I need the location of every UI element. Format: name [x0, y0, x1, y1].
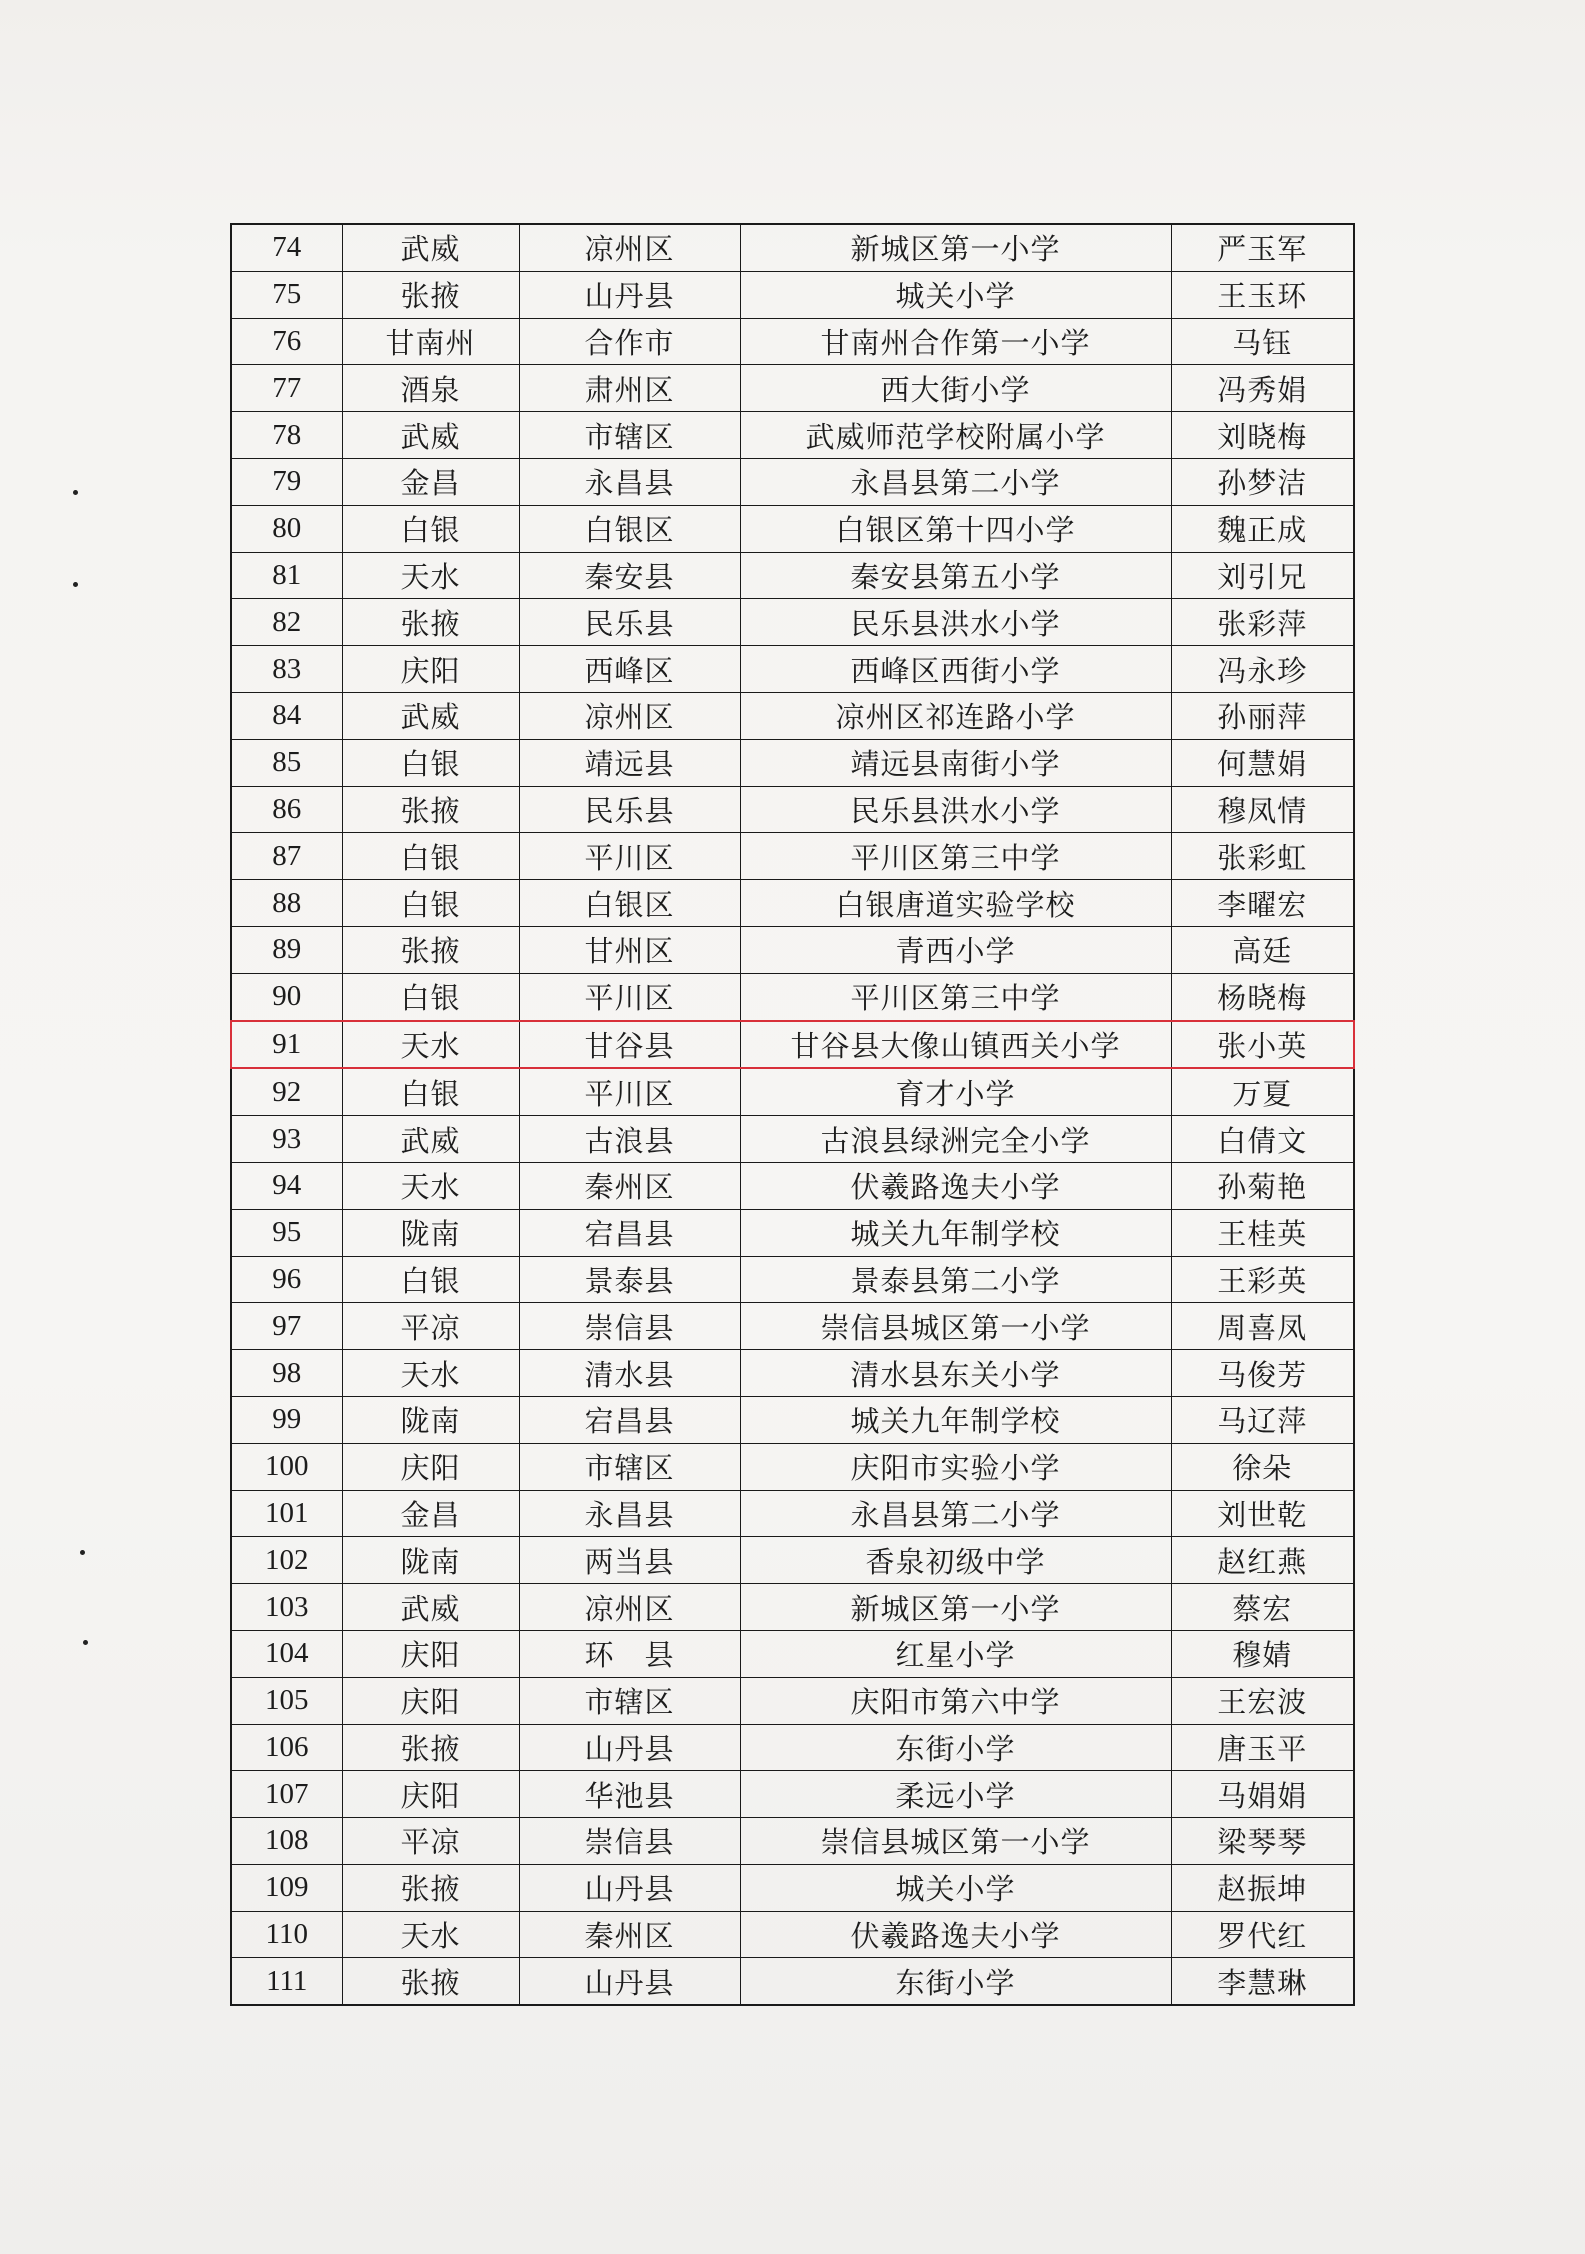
row-number: 99 [231, 1396, 342, 1443]
row-county: 永昌县 [519, 458, 740, 505]
row-school: 凉州区祁连路小学 [740, 692, 1171, 739]
table-row [231, 1116, 1354, 1163]
row-school: 西大街小学 [740, 365, 1171, 412]
row-county: 宕昌县 [519, 1209, 740, 1256]
row-city: 酒泉 [342, 365, 519, 412]
row-number: 81 [231, 552, 342, 599]
row-city: 白银 [342, 505, 519, 552]
row-number: 87 [231, 833, 342, 880]
row-number: 103 [231, 1584, 342, 1631]
row-number: 111 [231, 1958, 342, 2005]
row-school: 西峰区西街小学 [740, 646, 1171, 693]
table-row [231, 1350, 1354, 1397]
table-row [231, 599, 1354, 646]
row-county: 山丹县 [519, 1724, 740, 1771]
row-county: 古浪县 [519, 1116, 740, 1163]
table-row [231, 1209, 1354, 1256]
row-county: 白银区 [519, 880, 740, 927]
row-name: 孙梦洁 [1171, 458, 1354, 505]
row-number: 101 [231, 1490, 342, 1537]
row-school: 靖远县南街小学 [740, 739, 1171, 786]
row-county: 市辖区 [519, 1443, 740, 1490]
table-row [231, 880, 1354, 927]
row-county: 靖远县 [519, 739, 740, 786]
row-county: 崇信县 [519, 1818, 740, 1865]
row-city: 张掖 [342, 271, 519, 318]
row-number: 98 [231, 1350, 342, 1397]
table-row [231, 1537, 1354, 1584]
row-name: 张彩虹 [1171, 833, 1354, 880]
row-number: 95 [231, 1209, 342, 1256]
row-county: 山丹县 [519, 271, 740, 318]
table-row [231, 926, 1354, 973]
row-name: 唐玉平 [1171, 1724, 1354, 1771]
row-school: 崇信县城区第一小学 [740, 1818, 1171, 1865]
row-name: 万夏 [1171, 1068, 1354, 1115]
row-county: 市辖区 [519, 412, 740, 459]
row-city: 张掖 [342, 1724, 519, 1771]
row-name: 马钰 [1171, 318, 1354, 365]
row-city: 天水 [342, 1162, 519, 1209]
row-number: 108 [231, 1818, 342, 1865]
table-row [231, 692, 1354, 739]
row-school: 古浪县绿洲完全小学 [740, 1116, 1171, 1163]
row-school: 香泉初级中学 [740, 1537, 1171, 1584]
table-row [231, 646, 1354, 693]
row-county: 永昌县 [519, 1490, 740, 1537]
row-name: 高廷 [1171, 926, 1354, 973]
row-county: 肃州区 [519, 365, 740, 412]
row-city: 张掖 [342, 926, 519, 973]
row-school: 红星小学 [740, 1630, 1171, 1677]
row-number: 89 [231, 926, 342, 973]
row-number: 107 [231, 1771, 342, 1818]
row-school: 秦安县第五小学 [740, 552, 1171, 599]
table-row [231, 1443, 1354, 1490]
row-city: 陇南 [342, 1537, 519, 1584]
row-number: 110 [231, 1911, 342, 1958]
row-number: 104 [231, 1630, 342, 1677]
row-name: 王宏波 [1171, 1677, 1354, 1724]
row-county: 平川区 [519, 1068, 740, 1115]
row-city: 天水 [342, 552, 519, 599]
row-city: 甘南州 [342, 318, 519, 365]
row-county: 平川区 [519, 833, 740, 880]
row-school: 永昌县第二小学 [740, 1490, 1171, 1537]
row-city: 平凉 [342, 1303, 519, 1350]
row-name: 严玉军 [1171, 224, 1354, 271]
row-school: 东街小学 [740, 1958, 1171, 2005]
row-county: 清水县 [519, 1350, 740, 1397]
table-row [231, 1068, 1354, 1115]
roster-body [231, 224, 1354, 2005]
table-row [231, 1771, 1354, 1818]
row-name: 何慧娟 [1171, 739, 1354, 786]
row-city: 白银 [342, 1256, 519, 1303]
row-school: 城关九年制学校 [740, 1396, 1171, 1443]
row-school: 民乐县洪水小学 [740, 786, 1171, 833]
row-name: 刘引兄 [1171, 552, 1354, 599]
row-county: 凉州区 [519, 224, 740, 271]
row-number: 80 [231, 505, 342, 552]
row-county: 环 县 [519, 1630, 740, 1677]
table-row [231, 1584, 1354, 1631]
row-name: 梁琴琴 [1171, 1818, 1354, 1865]
scan-speck [80, 1550, 85, 1555]
table-row [231, 1864, 1354, 1911]
table-row-highlighted [231, 1021, 1354, 1069]
row-city: 庆阳 [342, 1443, 519, 1490]
row-school: 清水县东关小学 [740, 1350, 1171, 1397]
table-row [231, 1958, 1354, 2005]
row-city: 武威 [342, 1584, 519, 1631]
row-name: 白倩文 [1171, 1116, 1354, 1163]
row-number: 105 [231, 1677, 342, 1724]
row-name: 马俊芳 [1171, 1350, 1354, 1397]
row-name: 王桂英 [1171, 1209, 1354, 1256]
table-row [231, 458, 1354, 505]
row-school: 伏羲路逸夫小学 [740, 1162, 1171, 1209]
row-school: 白银区第十四小学 [740, 505, 1171, 552]
row-county: 秦安县 [519, 552, 740, 599]
row-school: 甘南州合作第一小学 [740, 318, 1171, 365]
row-name: 王玉环 [1171, 271, 1354, 318]
row-number: 75 [231, 271, 342, 318]
row-school: 庆阳市第六中学 [740, 1677, 1171, 1724]
row-city: 白银 [342, 973, 519, 1020]
row-name: 孙丽萍 [1171, 692, 1354, 739]
row-school: 崇信县城区第一小学 [740, 1303, 1171, 1350]
row-county: 白银区 [519, 505, 740, 552]
table-row [231, 505, 1354, 552]
row-school: 民乐县洪水小学 [740, 599, 1171, 646]
table-row [231, 1630, 1354, 1677]
row-name: 魏正成 [1171, 505, 1354, 552]
row-school: 平川区第三中学 [740, 973, 1171, 1020]
row-name: 刘世乾 [1171, 1490, 1354, 1537]
row-name: 孙菊艳 [1171, 1162, 1354, 1209]
table-row [231, 1677, 1354, 1724]
table-row [231, 271, 1354, 318]
row-school: 柔远小学 [740, 1771, 1171, 1818]
row-school: 育才小学 [740, 1068, 1171, 1115]
row-school: 青西小学 [740, 926, 1171, 973]
row-name: 冯永珍 [1171, 646, 1354, 693]
row-name: 王彩英 [1171, 1256, 1354, 1303]
table-row [231, 224, 1354, 271]
row-county: 甘州区 [519, 926, 740, 973]
row-city: 武威 [342, 224, 519, 271]
row-city: 庆阳 [342, 1630, 519, 1677]
row-number: 88 [231, 880, 342, 927]
row-school: 平川区第三中学 [740, 833, 1171, 880]
table-row [231, 1303, 1354, 1350]
row-county: 崇信县 [519, 1303, 740, 1350]
row-school: 甘谷县大像山镇西关小学 [740, 1021, 1171, 1069]
row-school: 新城区第一小学 [740, 224, 1171, 271]
table-row [231, 786, 1354, 833]
row-city: 张掖 [342, 599, 519, 646]
row-city: 金昌 [342, 1490, 519, 1537]
row-school: 城关小学 [740, 1864, 1171, 1911]
row-number: 85 [231, 739, 342, 786]
table-row [231, 318, 1354, 365]
row-county: 秦州区 [519, 1911, 740, 1958]
row-county: 甘谷县 [519, 1021, 740, 1069]
row-county: 西峰区 [519, 646, 740, 693]
table-row [231, 1490, 1354, 1537]
table-row [231, 973, 1354, 1020]
row-number: 102 [231, 1537, 342, 1584]
row-city: 金昌 [342, 458, 519, 505]
table-row [231, 552, 1354, 599]
row-number: 100 [231, 1443, 342, 1490]
row-name: 杨晓梅 [1171, 973, 1354, 1020]
row-number: 83 [231, 646, 342, 693]
row-name: 张小英 [1171, 1021, 1354, 1069]
row-number: 96 [231, 1256, 342, 1303]
table-row [231, 1818, 1354, 1865]
row-city: 白银 [342, 833, 519, 880]
row-city: 白银 [342, 1068, 519, 1115]
row-county: 民乐县 [519, 599, 740, 646]
table-row [231, 739, 1354, 786]
row-name: 穆婧 [1171, 1630, 1354, 1677]
row-city: 庆阳 [342, 1677, 519, 1724]
row-name: 马辽萍 [1171, 1396, 1354, 1443]
row-name: 赵红燕 [1171, 1537, 1354, 1584]
row-number: 86 [231, 786, 342, 833]
row-county: 秦州区 [519, 1162, 740, 1209]
row-number: 76 [231, 318, 342, 365]
row-number: 74 [231, 224, 342, 271]
row-number: 77 [231, 365, 342, 412]
row-number: 94 [231, 1162, 342, 1209]
row-county: 凉州区 [519, 1584, 740, 1631]
row-county: 山丹县 [519, 1958, 740, 2005]
row-school: 东街小学 [740, 1724, 1171, 1771]
row-number: 109 [231, 1864, 342, 1911]
row-number: 90 [231, 973, 342, 1020]
row-number: 106 [231, 1724, 342, 1771]
row-school: 城关小学 [740, 271, 1171, 318]
table-row [231, 1911, 1354, 1958]
row-school: 新城区第一小学 [740, 1584, 1171, 1631]
row-name: 刘晓梅 [1171, 412, 1354, 459]
row-city: 陇南 [342, 1396, 519, 1443]
row-county: 平川区 [519, 973, 740, 1020]
row-name: 马娟娟 [1171, 1771, 1354, 1818]
row-school: 伏羲路逸夫小学 [740, 1911, 1171, 1958]
row-school: 永昌县第二小学 [740, 458, 1171, 505]
table-row [231, 412, 1354, 459]
row-name: 穆凤情 [1171, 786, 1354, 833]
row-city: 张掖 [342, 1958, 519, 2005]
row-city: 武威 [342, 1116, 519, 1163]
row-number: 79 [231, 458, 342, 505]
row-county: 市辖区 [519, 1677, 740, 1724]
row-school: 庆阳市实验小学 [740, 1443, 1171, 1490]
row-city: 白银 [342, 739, 519, 786]
scan-speck [83, 1640, 88, 1645]
scan-speck [73, 490, 78, 495]
row-county: 合作市 [519, 318, 740, 365]
row-city: 天水 [342, 1350, 519, 1397]
row-county: 民乐县 [519, 786, 740, 833]
row-county: 凉州区 [519, 692, 740, 739]
roster-table [230, 223, 1355, 2006]
row-city: 天水 [342, 1021, 519, 1069]
row-number: 93 [231, 1116, 342, 1163]
table-row [231, 365, 1354, 412]
table-row [231, 1396, 1354, 1443]
row-county: 两当县 [519, 1537, 740, 1584]
row-school: 武威师范学校附属小学 [740, 412, 1171, 459]
row-school: 景泰县第二小学 [740, 1256, 1171, 1303]
row-city: 张掖 [342, 786, 519, 833]
row-city: 武威 [342, 692, 519, 739]
row-county: 山丹县 [519, 1864, 740, 1911]
row-city: 张掖 [342, 1864, 519, 1911]
row-name: 冯秀娟 [1171, 365, 1354, 412]
row-name: 周喜凤 [1171, 1303, 1354, 1350]
row-number: 92 [231, 1068, 342, 1115]
row-name: 赵振坤 [1171, 1864, 1354, 1911]
row-name: 罗代红 [1171, 1911, 1354, 1958]
row-number: 91 [231, 1021, 342, 1069]
row-name: 徐朵 [1171, 1443, 1354, 1490]
row-name: 李慧琳 [1171, 1958, 1354, 2005]
row-number: 82 [231, 599, 342, 646]
row-city: 白银 [342, 880, 519, 927]
row-name: 蔡宏 [1171, 1584, 1354, 1631]
row-city: 武威 [342, 412, 519, 459]
row-city: 天水 [342, 1911, 519, 1958]
table-row [231, 1724, 1354, 1771]
row-county: 宕昌县 [519, 1396, 740, 1443]
row-number: 78 [231, 412, 342, 459]
row-city: 陇南 [342, 1209, 519, 1256]
row-number: 84 [231, 692, 342, 739]
table-row [231, 833, 1354, 880]
row-county: 景泰县 [519, 1256, 740, 1303]
row-name: 张彩萍 [1171, 599, 1354, 646]
row-city: 庆阳 [342, 646, 519, 693]
table-row [231, 1256, 1354, 1303]
row-school: 白银唐道实验学校 [740, 880, 1171, 927]
row-number: 97 [231, 1303, 342, 1350]
row-city: 平凉 [342, 1818, 519, 1865]
scan-speck [73, 582, 78, 587]
row-county: 华池县 [519, 1771, 740, 1818]
row-city: 庆阳 [342, 1771, 519, 1818]
row-name: 李曜宏 [1171, 880, 1354, 927]
row-school: 城关九年制学校 [740, 1209, 1171, 1256]
table-row [231, 1162, 1354, 1209]
